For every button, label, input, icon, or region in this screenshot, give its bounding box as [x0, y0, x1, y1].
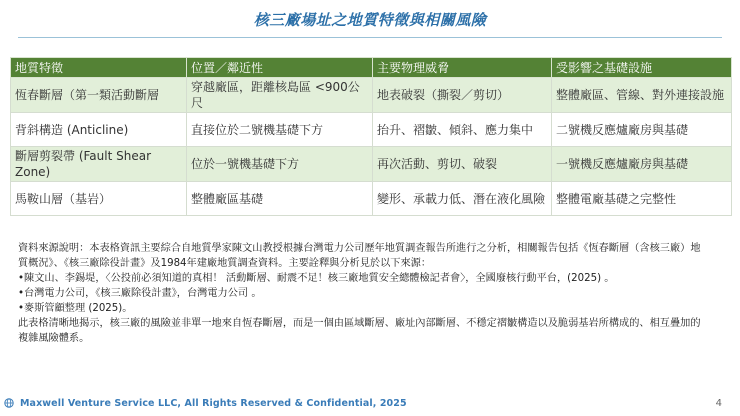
- table-cell: 整體電廠基礎之完整性: [552, 182, 732, 216]
- table-cell: 再次活動、剪切、破裂: [373, 147, 552, 182]
- globe-icon: [4, 398, 14, 408]
- column-header: 受影響之基礎設施: [552, 58, 732, 78]
- table-cell: 斷層剪裂帶 (Fault Shear Zone): [11, 147, 187, 182]
- column-header: 位置／鄰近性: [187, 58, 373, 78]
- table-cell: 整體廠區基礎: [187, 182, 373, 216]
- table-row: [11, 147, 732, 182]
- table-row: [11, 78, 732, 113]
- column-header: 地質特徵: [11, 58, 187, 78]
- copyright-text: Maxwell Venture Service LLC, All Rights Reserved & Confidential, 2025: [20, 398, 407, 409]
- table-cell: 二號機反應爐廠房與基礎: [552, 113, 732, 147]
- table-cell: 背斜構造 (Anticline): [11, 113, 187, 147]
- table-cell: 地表破裂（撕裂／剪切）: [373, 78, 552, 113]
- title-divider: [18, 37, 722, 38]
- column-header: 主要物理威脅: [373, 58, 552, 78]
- page-number: 4: [715, 398, 722, 409]
- table-cell: 恆春斷層（第一類活動斷層: [11, 78, 187, 113]
- table-cell: 抬升、褶皺、傾斜、應力集中: [373, 113, 552, 147]
- table-cell: 位於一號機基礎下方: [187, 147, 373, 182]
- table-cell: 變形、承載力低、潛在液化風險: [373, 182, 552, 216]
- table-cell: 直接位於二號機基礎下方: [187, 113, 373, 147]
- table-row: [11, 113, 732, 147]
- table-row: [11, 182, 732, 216]
- table-cell: 馬鞍山層（基岩）: [11, 182, 187, 216]
- conclusion-text: 此表格清晰地揭示，核三廠的風險並非單一地來自恆春斷層，而是一個由區域斷層、廠址內部斷層、不穩定褶皺構造以及脆弱基岩所構成的、相互疊加的複雜風險體系。: [18, 318, 701, 344]
- reference-item: •麥斯管顧整理 (2025)。: [18, 303, 133, 314]
- table-cell: 整體廠區、管線、對外連接設施: [552, 78, 732, 113]
- slide-title: 核三廠場址之地質特徵與相關風險: [253, 11, 487, 29]
- table-cell: 一號機反應爐廠房與基礎: [552, 147, 732, 182]
- reference-item: •陳文山、李錫堤，〈公投前必須知道的真相！ 活動斷層、耐震不足！核三廠地質安全總體檢記者會〉，全國廢核行動平台，(2025) 。: [18, 273, 615, 284]
- reference-item: •台灣電力公司，《核三廠除役計畫》，台灣電力公司 。: [18, 288, 262, 299]
- geology-risk-table: [10, 57, 732, 216]
- slide-footer: [0, 394, 740, 416]
- table-header-row: [11, 58, 732, 78]
- source-notes: [18, 241, 708, 346]
- source-description: 資料來源說明：本表格資訊主要綜合自地質學家陳文山教授根據台灣電力公司歷年地質調查報告所進行之分析，相關報告包括《恆春斷層（含核三廠）地質概況》、《核三廠除役計畫》及1984年建廠地質調查資料。主要詮釋與分析見於以下來源：: [18, 243, 701, 269]
- table-cell: 穿越廠區，距離核島區 <900公尺: [187, 78, 373, 113]
